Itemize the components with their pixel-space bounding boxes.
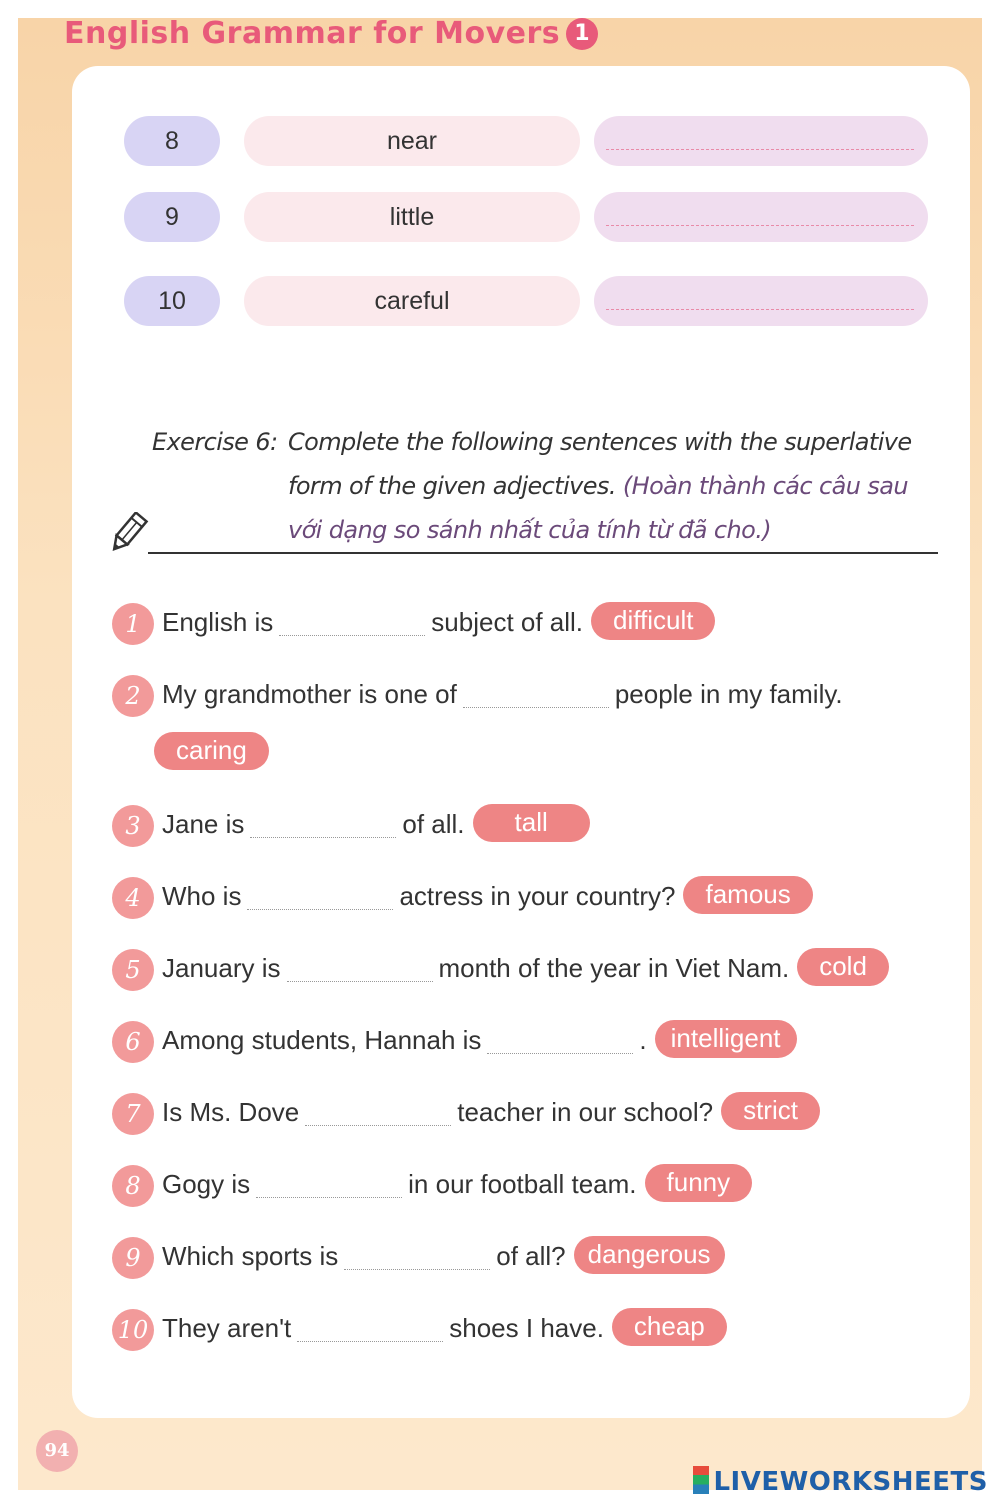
word-cell: careful xyxy=(244,276,580,326)
sentence-after: of all? xyxy=(496,1241,566,1271)
word-number: 9 xyxy=(124,192,220,242)
sentence-after: shoes I have. xyxy=(449,1313,604,1343)
adjective-pill: dangerous xyxy=(574,1236,725,1274)
adjective-pill: tall xyxy=(473,804,590,842)
page-number: 94 xyxy=(36,1430,78,1472)
word-cell: near xyxy=(244,116,580,166)
sentence-number: 7 xyxy=(112,1093,154,1135)
sentence-number: 8 xyxy=(112,1165,154,1207)
word-table-row xyxy=(72,276,970,326)
answer-field[interactable] xyxy=(594,192,928,242)
sentence-number: 6 xyxy=(112,1021,154,1063)
sentence-before: Gogy is xyxy=(162,1169,251,1199)
sentence-after: of all. xyxy=(402,809,465,839)
sentence-row xyxy=(112,1090,820,1134)
sentence-number: 2 xyxy=(112,675,154,717)
instruction-vietnamese: (Hoàn thành các câu sau với dạng so sánh nhất của tính từ đã cho.) xyxy=(288,472,909,544)
sentence-before: Is Ms. Dove xyxy=(162,1097,300,1127)
adjective-pill: caring xyxy=(154,732,269,770)
adjective-pill: cold xyxy=(797,948,889,986)
sentence-row xyxy=(112,1306,727,1350)
adjective-pill: funny xyxy=(645,1164,753,1202)
adjective-pill: cheap xyxy=(612,1308,727,1346)
sentence-row xyxy=(112,672,843,716)
sentence-after: . xyxy=(639,1025,647,1055)
answer-blank[interactable] xyxy=(250,815,396,838)
sentence-before: Among students, Hannah is xyxy=(162,1025,482,1055)
answer-blank[interactable] xyxy=(487,1031,633,1054)
answer-blank[interactable] xyxy=(256,1175,402,1198)
adjective-pill: strict xyxy=(721,1092,820,1130)
adjective-pill: intelligent xyxy=(655,1020,797,1058)
sentence-after: people in my family. xyxy=(614,679,843,709)
book-level-badge: 1 xyxy=(566,18,598,50)
sentence-after: month of the year in Viet Nam. xyxy=(438,953,790,983)
liveworksheets-logo-icon xyxy=(693,1466,709,1494)
sentence-row-continuation xyxy=(154,730,269,774)
sentence-row xyxy=(112,1234,725,1278)
word-number: 8 xyxy=(124,116,220,166)
answer-blank[interactable] xyxy=(247,887,393,910)
sentence-row xyxy=(112,946,889,990)
adjective-pill: famous xyxy=(683,876,812,914)
answer-blank[interactable] xyxy=(287,959,433,982)
adjective-pill: difficult xyxy=(591,602,715,640)
sentence-after: in our football team. xyxy=(408,1169,637,1199)
sentence-row xyxy=(112,1018,797,1062)
sentence-number: 9 xyxy=(112,1237,154,1279)
sentence-after: actress in your country? xyxy=(399,881,676,911)
exercise-divider xyxy=(148,552,938,554)
word-table-row xyxy=(72,192,970,242)
sentence-before: English is xyxy=(162,607,274,637)
instruction-english: Complete the following sentences with the superlative form of the given adjectives. xyxy=(288,428,912,500)
sentence-before: Who is xyxy=(162,881,242,911)
sentence-after: teacher in our school? xyxy=(457,1097,714,1127)
pencil-icon xyxy=(106,512,154,558)
book-title xyxy=(64,16,598,51)
exercise-label: Exercise 6: xyxy=(152,428,278,456)
answer-blank[interactable] xyxy=(344,1247,490,1270)
sentence-before: January is xyxy=(162,953,281,983)
answer-blank[interactable] xyxy=(297,1319,443,1342)
liveworksheets-watermark xyxy=(693,1466,988,1497)
sentence-number: 1 xyxy=(112,603,154,645)
sentence-number: 5 xyxy=(112,949,154,991)
word-table-row xyxy=(72,116,970,166)
sentence-row xyxy=(112,874,813,918)
word-number: 10 xyxy=(124,276,220,326)
exercise-instruction xyxy=(288,420,944,552)
watermark-text: LIVEWORKSHEETS xyxy=(713,1467,988,1497)
answer-field[interactable] xyxy=(594,116,928,166)
sentence-number: 4 xyxy=(112,877,154,919)
worksheet-card xyxy=(72,66,970,1418)
sentence-row xyxy=(112,600,715,644)
answer-field[interactable] xyxy=(594,276,928,326)
word-cell: little xyxy=(244,192,580,242)
sentence-number: 3 xyxy=(112,805,154,847)
sentence-before: They aren't xyxy=(162,1313,292,1343)
sentence-row xyxy=(112,1162,752,1206)
sentence-before: Which sports is xyxy=(162,1241,339,1271)
sentence-number: 10 xyxy=(112,1309,154,1351)
sentence-before: Jane is xyxy=(162,809,245,839)
sentence-before: My grandmother is one of xyxy=(162,679,457,709)
answer-blank[interactable] xyxy=(463,685,609,708)
sentence-after: subject of all. xyxy=(431,607,584,637)
sentence-row xyxy=(112,802,590,846)
answer-blank[interactable] xyxy=(305,1103,451,1126)
book-title-text: English Grammar for Movers xyxy=(64,16,561,51)
answer-blank[interactable] xyxy=(279,613,425,636)
